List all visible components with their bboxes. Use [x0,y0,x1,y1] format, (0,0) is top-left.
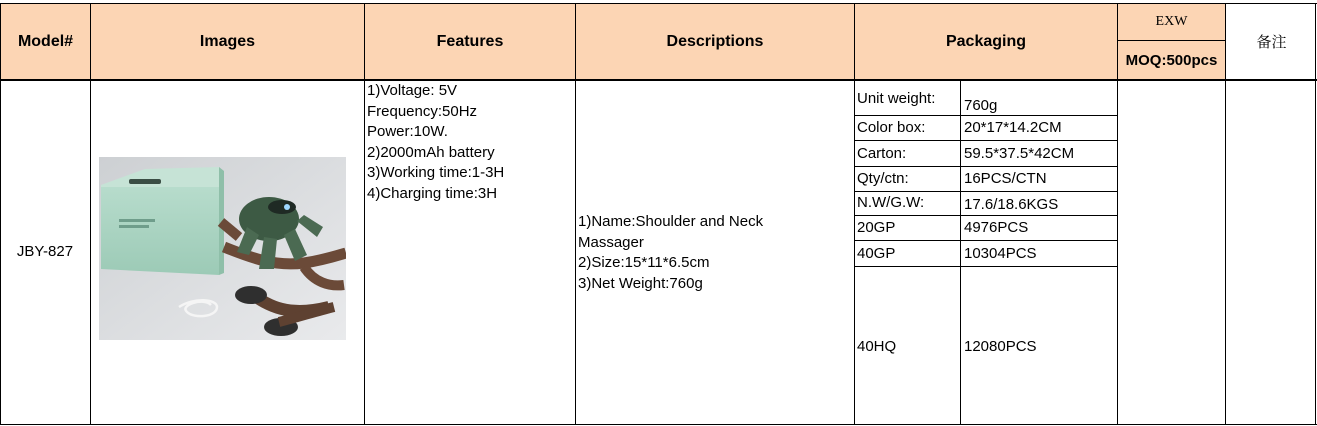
grid-v2 [364,3,365,425]
description-line: Massager [578,233,644,251]
pack-value-qty-ctn: 16PCS/CTN [964,170,1047,187]
pack-line-5 [854,215,1117,216]
grid-top [0,3,1317,4]
pack-line-4 [854,191,1117,192]
grid-v6 [1225,3,1226,425]
description-line: 3)Net Weight:760g [578,274,703,292]
header-model: Model# [1,4,90,79]
feature-line: Frequency:50Hz [367,102,478,120]
feature-line: 4)Charging time:3H [367,184,498,202]
gift-box-image [101,167,224,275]
grid-v3 [575,3,576,425]
grid-v4 [854,3,855,425]
descriptions-text [578,212,852,294]
feature-line: 1)Voltage: 5V [367,82,458,99]
grid-pack-split [960,81,961,425]
header-features: Features [365,4,575,79]
pack-label-unit-weight: Unit weight: [857,90,936,107]
feature-line: 2)2000mAh battery [367,143,495,161]
grid-v5 [1117,3,1118,425]
pack-line-2 [854,140,1117,141]
pack-label-40gp: 40GP [857,245,896,262]
feature-line: 3)Working time:1-3H [367,164,505,181]
pack-label-color-box: Color box: [857,119,926,136]
product-photo [99,157,346,340]
pack-label-40hq: 40HQ [857,338,897,355]
grid-header-bottom [0,79,1317,81]
header-packaging: Packaging [855,4,1117,79]
grid-v1 [90,3,91,425]
pack-line-1 [854,115,1117,116]
features-text [367,81,573,204]
header-images: Images [91,4,364,79]
pack-value-40hq: 12080PCS [964,338,1037,355]
pack-line-6 [854,240,1117,241]
header-remarks: 备注 [1256,33,1287,51]
description-line: 1)Name:Shoulder and Neck [578,213,764,230]
pack-value-40gp: 10304PCS [964,245,1037,262]
header-exw: EXW [1118,4,1225,40]
pack-line-3 [854,166,1117,167]
header-moq: MOQ:500pcs [1118,41,1225,79]
pack-value-unit-weight: 760g [964,97,998,114]
pack-label-nw-gw: N.W/G.W: [857,194,925,211]
pack-label-20gp: 20GP [857,219,896,236]
pack-label-qty-ctn: Qty/ctn: [857,170,909,187]
grid-v0 [0,3,1,425]
grid-bottom [0,424,1317,425]
model-number: JBY-827 [16,243,74,260]
pack-value-nw-gw: 17.6/18.6KGS [964,196,1059,213]
feature-line: Power:10W. [367,123,448,140]
pack-line-7 [854,266,1117,267]
pack-label-carton: Carton: [857,145,907,162]
description-line: 2)Size:15*11*6.5cm [578,254,710,271]
pack-value-carton: 59.5*37.5*42CM [964,145,1075,162]
pack-value-color-box: 20*17*14.2CM [964,119,1062,136]
pack-value-20gp: 4976PCS [964,219,1029,236]
grid-exw-divider [1117,40,1226,41]
grid-v7 [1315,3,1316,425]
header-descriptions: Descriptions [576,4,854,79]
